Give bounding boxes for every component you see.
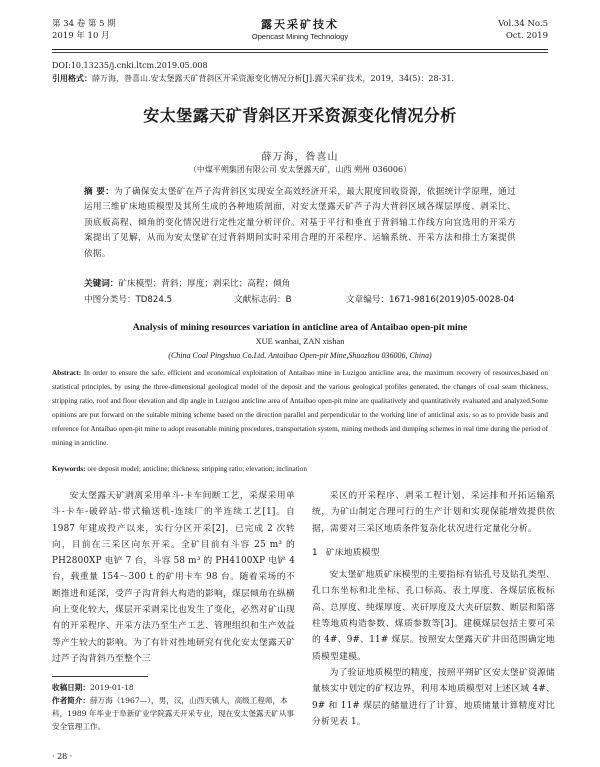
date-cn: 2019 年 10 月	[52, 31, 110, 41]
author-bio	[52, 694, 295, 733]
body-column-left	[52, 488, 295, 667]
keywords-en	[52, 463, 548, 475]
running-header	[52, 18, 548, 46]
keywords-en-label: Keywords:	[52, 465, 86, 473]
body-paragraph: 安太堡矿地质矿床模型的主要指标有钻孔号及钻孔类型、孔口东坐标和北坐标、孔口标高、表土厚度、各煤层底板标高、总厚度、纯煤厚度、夹矸厚度及大夹矸层数、断层和陷落柱等地质构造参数、煤质参数等[3]。建模煤层包括主要可采的 4#、9#、11# 煤层。按照安太堡露天矿井田范围确定地质模型建模。	[312, 570, 555, 662]
abstract-cn	[84, 185, 516, 262]
authors-cn: 薛万海，昝喜山	[261, 152, 339, 163]
received-date	[52, 681, 295, 694]
abstract-cn-text: 为了确保安太堡矿在芦子沟背斜区实现安全高效经济开采，最大限度回收资源，依据统计学原理，通过运用三维矿床地质模型及其所生成的各种地质剖面，对安太堡露天矿芦子沟大背斜区域各煤层厚度、剥采比、顶底板高程、倾角的变化情况进行定性定量分析评价。对基于平行和垂直于背斜轴工作线方向宜选用的开采方案提出了见解，从而为安太堡矿在过背斜期间实时采用合理的开采程序、运输系统、开采方法和排土方案提供依据。	[84, 187, 516, 259]
page-number: · 28 ·	[52, 752, 73, 761]
clc-number: 中图分类号：TD824.5	[84, 295, 173, 305]
abstract-en-label: Abstract:	[52, 369, 82, 377]
header-rule-thin	[52, 52, 548, 53]
received-label: 收稿日期：	[52, 683, 90, 692]
authors-en: XUE wanhai, ZAN xishan	[255, 337, 345, 346]
keywords-cn-label: 关键词：	[84, 279, 119, 289]
affiliation-en: (China Coal Pingshuo Co.Ltd. Antaibao Open-pit Mine,Shuozhou 036006, China)	[168, 351, 432, 360]
section-heading	[312, 545, 555, 561]
volume-issue-cn: 第 34 卷 第 5 期	[52, 19, 116, 29]
keywords-en-text: ore deposit model; anticline; thickness; stripping ratio; elevation; inclination	[85, 465, 307, 473]
header-center	[52, 18, 548, 43]
keywords-cn-text: 矿床模型；背斜；厚度；剥采比；高程；倾角	[118, 279, 291, 289]
abstract-en-text: In order to ensure the safe, efficient and economical exploitation of Antaibao mine in Luzigou anticline area, the maximum recovery of resources,based on statistical principles, by using the three-dimensional geological model of the deposit and the various geological profiles generated, the changes of coal seam thickness, stripping ratio, roof and floor elevation and dip angle in Luzigou anticline area of Antaibao open-pit mine are qualitatively and quantitatively evaluated and analyzed.Some opinions are put forward on the suitable mining scheme based on the direction parallel and perpendicular to the working line of anticlinal axis, so as to provide basis and reference for Antaibao open-pit mine to adopt reasonable mining procedures, transportation system, mining methods and dumping schemes in real time during the period of mining in anticline.	[52, 369, 548, 447]
paper-title-en: Analysis of mining resources variation in anticline area of Antaibao open-pit mine	[132, 322, 468, 333]
journal-name-cn: 露天采矿技术	[261, 18, 339, 31]
doi[interactable]: DOI:10.13235/j.cnki.ltcm.2019.05.008	[52, 61, 208, 70]
body-paragraph: 安太堡露天矿剥离采用单斗-卡车间断工艺，采煤采用单斗-卡车-破碎站-带式输送机-连续厂的半连续工艺[1]。自 1987 年建成投产以来，实行分区开采[2]，已完成 2 次转向，目前在三采区向东开采。全矿目前有斗容 25 m³ 的 PH2800XP 电铲 7 台，斗容 58 m³ 的 PH4100XP 电铲 4 台，载重量 154～300 t 的矿用卡车 98 台。随着采场的不断推进和延深，受芦子沟背斜大构造的影响，煤层倾角在纵横向上变化较大，煤层开采剥采比也发生了变化，必然对矿山现有的开采程序、开采方法乃至生产工艺、管理组织和生产效益等产生较大的影响。为了有针对性地研究有优化安太堡露天矿过芦子沟背斜乃至整个三	[52, 491, 295, 664]
volume-issue-en: Vol.34 No.5	[498, 19, 548, 29]
section-title: 矿床地质模型	[325, 547, 380, 558]
citation-label: 引用格式：	[52, 73, 92, 83]
citation-text: 薛万海，昝喜山.安太堡露天矿背斜区开采资源变化情况分析[J].露天采矿技术，2019，34(5)：28-31.	[92, 74, 455, 83]
footnote	[52, 681, 295, 733]
document-code: 文献标志码：B	[234, 295, 292, 305]
date-en: Oct. 2019	[505, 31, 548, 41]
affiliation-cn: （中煤平朔集团有限公司 安太堡露天矿，山西 朔州 036006）	[188, 165, 412, 174]
journal-name-en: Opencast Mining Technology	[251, 32, 349, 41]
received-value: 2019-01-18	[89, 683, 134, 692]
abstract-en	[52, 366, 548, 450]
body-paragraph: 采区的开采程序、剥采工程计划、采运排和开拓运输系统，为矿山制定合理可行的生产计划和实现保能增效提供依据，需要对三采区地质条件复杂化状况进行定量化分析。	[312, 491, 555, 534]
article-number: 文章编号：1671-9816(2019)05-0028-04	[346, 295, 515, 305]
keywords-cn	[84, 277, 516, 292]
citation	[52, 72, 548, 85]
body-column-right	[312, 488, 555, 730]
abstract-cn-label: 摘 要：	[84, 187, 115, 197]
author-bio-text: 薛万海（1967—），男，汉，山西天镇人，高级工程师，本科，1989 年毕业于阜新矿业学院露天开采专业，现在安太堡露天矿从事安全管理工作。	[52, 696, 294, 731]
section-number: 1	[312, 547, 318, 558]
body-paragraph: 为了验证地质模型的精度，按照平朔矿区安太堡矿资源储量核实中划定的矿权边界，利用本地质模型对上述区域 4#、9# 和 11# 煤层的储量进行了计算，地质储量计算精度对比分析见表 1。	[312, 667, 555, 727]
header-right	[498, 18, 548, 42]
footnote-rule	[52, 676, 148, 677]
header-rule-thick	[52, 49, 548, 50]
author-bio-label: 作者简介：	[52, 696, 90, 705]
paper-title-cn: 安太堡露天矿背斜区开采资源变化情况分析	[143, 106, 457, 125]
